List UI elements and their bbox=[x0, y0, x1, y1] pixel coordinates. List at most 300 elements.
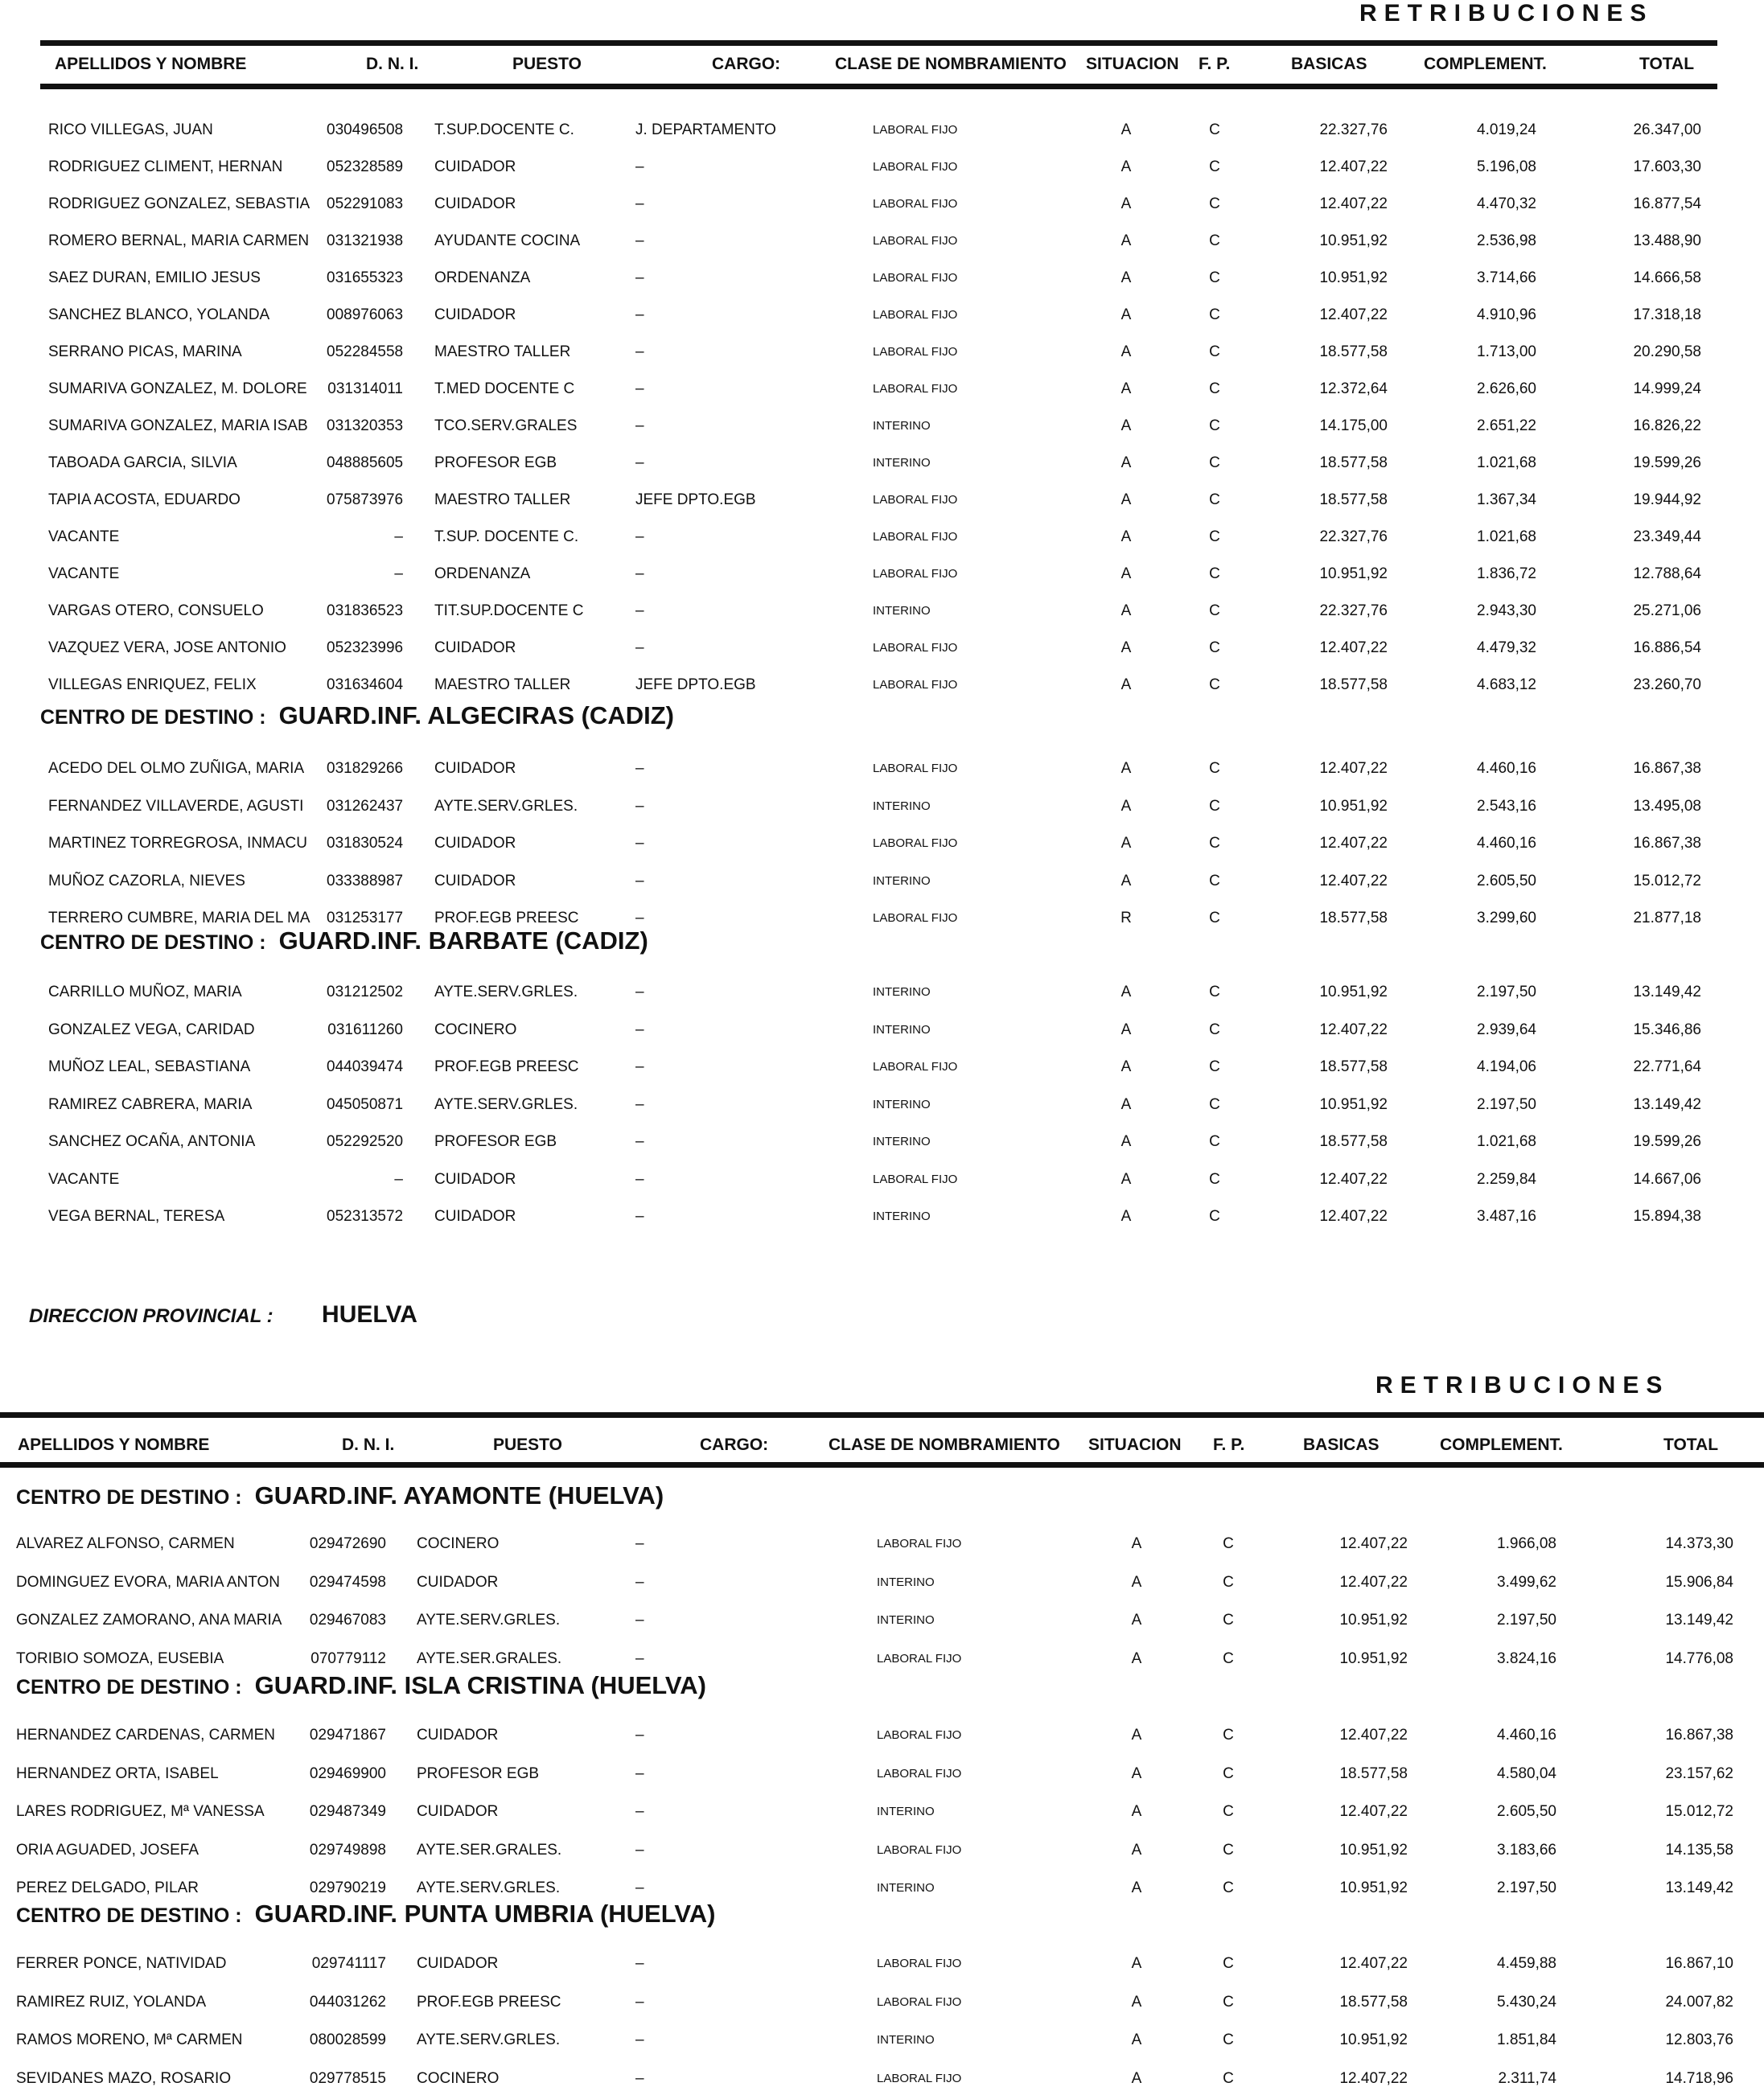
cell-clase: LABORAL FIJO bbox=[873, 345, 958, 359]
cell-apellidos: TABOADA GARCIA, SILVIA bbox=[48, 454, 237, 471]
cell-fp: C bbox=[1223, 2031, 1234, 2048]
cell-apellidos: VACANTE bbox=[48, 528, 120, 545]
cell-apellidos: SUMARIVA GONZALEZ, MARIA ISAB bbox=[48, 417, 308, 434]
cell-situacion: A bbox=[1120, 1021, 1132, 1038]
table-row bbox=[0, 1089, 1764, 1121]
cell-cargo: – bbox=[635, 872, 644, 889]
table-row bbox=[0, 1201, 1764, 1233]
cell-puesto: ORDENANZA bbox=[434, 269, 531, 286]
table-row bbox=[0, 632, 1764, 664]
table-row bbox=[0, 373, 1764, 405]
cell-situacion: A bbox=[1120, 1170, 1132, 1188]
cell-total: 15.346,86 bbox=[1633, 1021, 1701, 1038]
cell-dni: – bbox=[394, 1170, 403, 1188]
cell-dni: 052328589 bbox=[327, 158, 404, 175]
cell-fp: C bbox=[1209, 1133, 1220, 1150]
header-dni: D. N. I. bbox=[342, 1436, 395, 1454]
cell-total: 15.012,72 bbox=[1633, 872, 1701, 889]
cell-apellidos: SERRANO PICAS, MARINA bbox=[48, 343, 242, 360]
cell-puesto: PROF.EGB PREESC bbox=[434, 910, 579, 926]
cell-apellidos: VACANTE bbox=[48, 1170, 120, 1188]
cell-complement: 2.626,60 bbox=[1477, 380, 1536, 397]
cell-cargo: – bbox=[635, 528, 644, 545]
cell-cargo: – bbox=[635, 797, 644, 815]
cell-dni: – bbox=[394, 565, 403, 582]
cell-complement: 1.367,34 bbox=[1477, 491, 1536, 508]
cell-dni: 031320353 bbox=[327, 417, 404, 434]
centro-destino-label: CENTRO DE DESTINO : bbox=[40, 706, 266, 729]
cell-apellidos: FERRER PONCE, NATIVIDAD bbox=[16, 1955, 227, 1972]
table-row bbox=[0, 558, 1764, 590]
cell-fp: C bbox=[1209, 454, 1220, 471]
centro-destino-heading bbox=[40, 926, 648, 955]
cell-clase: INTERINO bbox=[873, 1097, 931, 1111]
cell-apellidos: VACANTE bbox=[48, 565, 120, 582]
cell-complement: 4.194,06 bbox=[1477, 1058, 1536, 1075]
cell-complement: 4.479,32 bbox=[1477, 639, 1536, 656]
cell-total: 17.603,30 bbox=[1633, 158, 1701, 175]
centro-destino-name: GUARD.INF. ISLA CRISTINA (HUELVA) bbox=[254, 1671, 706, 1699]
cell-fp: C bbox=[1209, 797, 1220, 815]
cell-puesto: MAESTRO TALLER bbox=[434, 676, 571, 693]
cell-basicas: 18.577,58 bbox=[1319, 676, 1388, 693]
cell-dni: 029469900 bbox=[309, 1764, 386, 1782]
cell-situacion: A bbox=[1131, 1841, 1142, 1859]
centro-destino-label: CENTRO DE DESTINO : bbox=[40, 931, 266, 954]
cell-dni: 029467083 bbox=[309, 1612, 386, 1629]
cell-cargo: – bbox=[635, 1208, 644, 1225]
cell-fp: C bbox=[1209, 676, 1220, 693]
table-row bbox=[0, 2024, 1764, 2056]
cell-clase: LABORAL FIJO bbox=[873, 1172, 958, 1186]
header-cargo: CARGO: bbox=[712, 55, 781, 73]
cell-fp: C bbox=[1209, 872, 1220, 889]
cell-basicas: 18.577,58 bbox=[1319, 491, 1388, 508]
cell-apellidos: TERRERO CUMBRE, MARIA DEL MA bbox=[48, 910, 310, 926]
cell-basicas: 12.407,22 bbox=[1319, 835, 1388, 852]
cell-basicas: 10.951,92 bbox=[1319, 565, 1388, 582]
cell-clase: LABORAL FIJO bbox=[877, 1766, 962, 1781]
cell-puesto: AYTE.SERV.GRLES. bbox=[417, 2031, 561, 2048]
cell-puesto: AYTE.SERV.GRLES. bbox=[434, 797, 578, 815]
cell-puesto: PROFESOR EGB bbox=[434, 1133, 557, 1150]
cell-puesto: CUIDADOR bbox=[434, 195, 516, 212]
cell-total: 14.776,08 bbox=[1665, 1649, 1733, 1667]
cell-situacion: A bbox=[1120, 676, 1132, 693]
cell-basicas: 12.407,22 bbox=[1339, 1955, 1408, 1972]
table-row bbox=[0, 1986, 1764, 2019]
cell-dni: 080028599 bbox=[309, 2031, 386, 2048]
cell-situacion: A bbox=[1120, 195, 1132, 212]
cell-complement: 3.499,62 bbox=[1497, 1573, 1556, 1591]
cell-total: 12.803,76 bbox=[1665, 2031, 1733, 2048]
cell-fp: C bbox=[1209, 417, 1220, 434]
cell-basicas: 12.407,22 bbox=[1319, 1021, 1388, 1038]
cell-fp: C bbox=[1209, 984, 1220, 1000]
cell-dni: 029749898 bbox=[309, 1841, 386, 1859]
cell-basicas: 12.407,22 bbox=[1319, 1170, 1388, 1188]
cell-cargo: – bbox=[635, 1058, 644, 1075]
cell-clase: INTERINO bbox=[873, 799, 931, 813]
cell-basicas: 10.951,92 bbox=[1319, 269, 1388, 286]
cell-fp: C bbox=[1209, 491, 1220, 508]
cell-puesto: PROFESOR EGB bbox=[434, 454, 557, 471]
direccion-provincial-label: DIRECCION PROVINCIAL : bbox=[29, 1305, 273, 1327]
cell-total: 16.826,22 bbox=[1633, 417, 1701, 434]
cell-fp: C bbox=[1209, 602, 1220, 619]
cell-apellidos: SEVIDANES MAZO, ROSARIO bbox=[16, 2069, 232, 2087]
cell-cargo: – bbox=[635, 1612, 644, 1629]
cell-basicas: 12.407,22 bbox=[1339, 2069, 1408, 2087]
cell-situacion: A bbox=[1131, 1612, 1142, 1629]
cell-complement: 2.197,50 bbox=[1477, 1095, 1536, 1113]
cell-basicas: 10.951,92 bbox=[1319, 797, 1388, 815]
cell-complement: 2.651,22 bbox=[1477, 417, 1536, 434]
table-row bbox=[0, 1834, 1764, 1867]
cell-cargo: – bbox=[635, 195, 644, 212]
table-row bbox=[0, 336, 1764, 368]
cell-puesto: CUIDADOR bbox=[434, 1170, 516, 1188]
table-row bbox=[0, 1758, 1764, 1790]
cell-apellidos: ROMERO BERNAL, MARIA CARMEN bbox=[48, 232, 310, 249]
table-row bbox=[0, 299, 1764, 331]
cell-situacion: A bbox=[1131, 1955, 1142, 1972]
cell-clase: LABORAL FIJO bbox=[873, 271, 958, 285]
cell-complement: 4.580,04 bbox=[1497, 1764, 1556, 1782]
cell-complement: 1.713,00 bbox=[1477, 343, 1536, 360]
cell-clase: LABORAL FIJO bbox=[873, 911, 958, 925]
cell-basicas: 10.951,92 bbox=[1319, 232, 1388, 249]
cell-fp: C bbox=[1209, 121, 1220, 138]
cell-situacion: R bbox=[1120, 910, 1132, 926]
cell-apellidos: LARES RODRIGUEZ, Mª VANESSA bbox=[16, 1803, 265, 1820]
cell-total: 16.867,38 bbox=[1633, 760, 1701, 777]
cell-dni: – bbox=[394, 528, 403, 545]
cell-complement: 4.460,16 bbox=[1477, 760, 1536, 777]
cell-complement: 2.605,50 bbox=[1477, 872, 1536, 889]
centro-destino-name: GUARD.INF. ALGECIRAS (CADIZ) bbox=[278, 701, 674, 729]
cell-complement: 3.714,66 bbox=[1477, 269, 1536, 286]
cell-basicas: 10.951,92 bbox=[1339, 2031, 1408, 2048]
cell-dni: 031321938 bbox=[327, 232, 404, 249]
cell-complement: 1.021,68 bbox=[1477, 1133, 1536, 1150]
cell-total: 19.599,26 bbox=[1633, 1133, 1701, 1150]
cell-fp: C bbox=[1209, 158, 1220, 175]
cell-clase: INTERINO bbox=[877, 2033, 935, 2047]
cell-clase: LABORAL FIJO bbox=[873, 382, 958, 396]
cell-complement: 4.460,16 bbox=[1477, 835, 1536, 852]
cell-situacion: A bbox=[1120, 760, 1132, 777]
cell-dni: 045050871 bbox=[327, 1095, 404, 1113]
cell-complement: 2.197,50 bbox=[1497, 1879, 1556, 1896]
cell-apellidos: SUMARIVA GONZALEZ, M. DOLORE bbox=[48, 380, 307, 397]
cell-clase: INTERINO bbox=[873, 873, 931, 888]
cell-apellidos: DOMINGUEZ EVORA, MARIA ANTON bbox=[16, 1573, 280, 1591]
cell-fp: C bbox=[1209, 343, 1220, 360]
cell-complement: 3.183,66 bbox=[1497, 1841, 1556, 1859]
cell-total: 21.877,18 bbox=[1633, 910, 1701, 926]
cell-situacion: A bbox=[1131, 1535, 1142, 1552]
cell-apellidos: RODRIGUEZ CLIMENT, HERNAN bbox=[48, 158, 283, 175]
cell-fp: C bbox=[1223, 1612, 1234, 1629]
cell-puesto: T.SUP. DOCENTE C. bbox=[434, 528, 579, 545]
cell-puesto: AYTE.SERV.GRLES. bbox=[417, 1612, 561, 1629]
cell-basicas: 18.577,58 bbox=[1339, 1764, 1408, 1782]
cell-total: 24.007,82 bbox=[1665, 1993, 1733, 2011]
cell-dni: 031262437 bbox=[327, 797, 404, 815]
cell-puesto: CUIDADOR bbox=[434, 760, 516, 777]
cell-fp: C bbox=[1209, 565, 1220, 582]
cell-puesto: COCINERO bbox=[417, 2069, 500, 2087]
cell-dni: 029474598 bbox=[309, 1573, 386, 1591]
cell-clase: LABORAL FIJO bbox=[873, 762, 958, 775]
cell-puesto: MAESTRO TALLER bbox=[434, 343, 571, 360]
centro-destino-name: GUARD.INF. AYAMONTE (HUELVA) bbox=[254, 1481, 664, 1510]
header-dni: D. N. I. bbox=[366, 55, 419, 73]
cell-fp: C bbox=[1209, 1170, 1220, 1188]
cell-dni: 029487349 bbox=[309, 1803, 386, 1820]
cell-puesto: AYTE.SERV.GRLES. bbox=[434, 984, 578, 1000]
cell-cargo: – bbox=[635, 1764, 644, 1782]
cell-clase: INTERINO bbox=[877, 1881, 935, 1895]
cell-complement: 2.311,74 bbox=[1498, 2069, 1556, 2087]
cell-cargo: – bbox=[635, 1535, 644, 1552]
cell-apellidos: GONZALEZ ZAMORANO, ANA MARIA bbox=[16, 1612, 282, 1629]
cell-dni: 075873976 bbox=[327, 491, 404, 508]
table-row bbox=[0, 1164, 1764, 1196]
cell-apellidos: VILLEGAS ENRIQUEZ, FELIX bbox=[48, 676, 257, 693]
cell-apellidos: SANCHEZ OCAÑA, ANTONIA bbox=[48, 1133, 256, 1150]
cell-fp: C bbox=[1209, 1208, 1220, 1225]
cell-total: 22.771,64 bbox=[1633, 1058, 1701, 1075]
cell-basicas: 12.407,22 bbox=[1339, 1535, 1408, 1552]
cell-dni: 031836523 bbox=[327, 602, 404, 619]
header-puesto: PUESTO bbox=[512, 55, 582, 73]
cell-dni: 048885605 bbox=[327, 454, 404, 471]
cell-situacion: A bbox=[1131, 1803, 1142, 1820]
cell-apellidos: VEGA BERNAL, TERESA bbox=[48, 1208, 225, 1225]
cell-basicas: 12.407,22 bbox=[1339, 1727, 1408, 1744]
cell-puesto: AYTE.SERV.GRLES. bbox=[434, 1095, 578, 1113]
cell-basicas: 18.577,58 bbox=[1319, 1133, 1388, 1150]
header-rule-top-2 bbox=[0, 1412, 1764, 1418]
cell-fp: C bbox=[1209, 232, 1220, 249]
cell-situacion: A bbox=[1131, 1879, 1142, 1896]
cell-cargo: – bbox=[635, 1133, 644, 1150]
centro-destino-label: CENTRO DE DESTINO : bbox=[16, 1676, 242, 1699]
cell-total: 19.599,26 bbox=[1633, 454, 1701, 471]
cell-cargo: – bbox=[635, 1879, 644, 1896]
cell-apellidos: RAMIREZ CABRERA, MARIA bbox=[48, 1095, 253, 1113]
cell-basicas: 22.327,76 bbox=[1319, 121, 1388, 138]
cell-complement: 2.543,16 bbox=[1477, 797, 1536, 815]
cell-clase: LABORAL FIJO bbox=[877, 1842, 962, 1857]
cell-situacion: A bbox=[1120, 528, 1132, 545]
cell-apellidos: PEREZ DELGADO, PILAR bbox=[16, 1879, 199, 1896]
table-row bbox=[0, 753, 1764, 785]
cell-puesto: PROF.EGB PREESC bbox=[434, 1058, 579, 1075]
cell-cargo: – bbox=[635, 2069, 644, 2087]
cell-dni: 044039474 bbox=[327, 1058, 404, 1075]
cell-situacion: A bbox=[1120, 602, 1132, 619]
cell-clase: LABORAL FIJO bbox=[873, 836, 958, 850]
cell-situacion: A bbox=[1120, 269, 1132, 286]
cell-puesto: CUIDADOR bbox=[434, 639, 516, 656]
cell-basicas: 12.372,64 bbox=[1319, 380, 1388, 397]
cell-apellidos: HERNANDEZ CARDENAS, CARMEN bbox=[16, 1727, 275, 1744]
cell-puesto: ORDENANZA bbox=[434, 565, 531, 582]
cell-dni: 052291083 bbox=[327, 195, 404, 212]
cell-dni: 029472690 bbox=[309, 1535, 386, 1552]
cell-fp: C bbox=[1209, 1058, 1220, 1075]
cell-cargo: – bbox=[635, 1955, 644, 1972]
cell-cargo: – bbox=[635, 232, 644, 249]
cell-puesto: CUIDADOR bbox=[417, 1803, 499, 1820]
cell-fp: C bbox=[1209, 269, 1220, 286]
table-row bbox=[0, 1948, 1764, 1980]
cell-situacion: A bbox=[1131, 2069, 1142, 2087]
header-cargo: CARGO: bbox=[700, 1436, 769, 1454]
cell-fp: C bbox=[1223, 1993, 1234, 2011]
cell-complement: 2.939,64 bbox=[1477, 1021, 1536, 1038]
header-clase: CLASE DE NOMBRAMIENTO bbox=[835, 55, 1067, 73]
cell-situacion: A bbox=[1120, 872, 1132, 889]
cell-fp: C bbox=[1223, 1649, 1234, 1667]
centro-destino-name: GUARD.INF. PUNTA UMBRIA (HUELVA) bbox=[254, 1900, 716, 1928]
cell-complement: 4.459,88 bbox=[1497, 1955, 1556, 1972]
cell-fp: C bbox=[1209, 528, 1220, 545]
table-row bbox=[0, 188, 1764, 220]
cell-total: 13.495,08 bbox=[1633, 797, 1701, 815]
cell-situacion: A bbox=[1120, 1095, 1132, 1113]
table-row bbox=[0, 1014, 1764, 1046]
cell-complement: 2.943,30 bbox=[1477, 602, 1536, 619]
cell-fp: C bbox=[1223, 2069, 1234, 2087]
table-row bbox=[0, 1567, 1764, 1599]
cell-basicas: 10.951,92 bbox=[1339, 1841, 1408, 1859]
cell-clase: LABORAL FIJO bbox=[877, 1728, 962, 1742]
cell-dni: 031655323 bbox=[327, 269, 404, 286]
table-row bbox=[0, 262, 1764, 294]
cell-cargo: – bbox=[635, 1993, 644, 2011]
cell-clase: INTERINO bbox=[873, 1210, 931, 1223]
cell-fp: C bbox=[1209, 1021, 1220, 1038]
cell-situacion: A bbox=[1120, 639, 1132, 656]
cell-dni: 033388987 bbox=[327, 872, 404, 889]
cell-apellidos: MUÑOZ LEAL, SEBASTIANA bbox=[48, 1058, 251, 1075]
header-basicas: BASICAS bbox=[1303, 1436, 1380, 1454]
centro-destino-name: GUARD.INF. BARBATE (CADIZ) bbox=[278, 926, 648, 955]
cell-puesto: T.MED DOCENTE C bbox=[434, 380, 575, 397]
cell-dni: 052292520 bbox=[327, 1133, 404, 1150]
cell-basicas: 18.577,58 bbox=[1319, 910, 1388, 926]
cell-cargo: – bbox=[635, 1727, 644, 1744]
cell-complement: 2.259,84 bbox=[1477, 1170, 1536, 1188]
cell-complement: 1.021,68 bbox=[1477, 454, 1536, 471]
cell-basicas: 12.407,22 bbox=[1319, 760, 1388, 777]
cell-total: 14.373,30 bbox=[1665, 1535, 1733, 1552]
cell-apellidos: VAZQUEZ VERA, JOSE ANTONIO bbox=[48, 639, 286, 656]
cell-cargo: – bbox=[635, 269, 644, 286]
cell-situacion: A bbox=[1131, 2031, 1142, 2048]
cell-apellidos: CARRILLO MUÑOZ, MARIA bbox=[48, 984, 242, 1000]
cell-clase: INTERINO bbox=[877, 1613, 935, 1627]
cell-cargo: – bbox=[635, 910, 644, 926]
cell-situacion: A bbox=[1120, 158, 1132, 175]
cell-total: 16.877,54 bbox=[1633, 195, 1701, 212]
cell-complement: 2.536,98 bbox=[1477, 232, 1536, 249]
cell-dni: 052284558 bbox=[327, 343, 404, 360]
cell-situacion: A bbox=[1120, 343, 1132, 360]
cell-basicas: 12.407,22 bbox=[1319, 639, 1388, 656]
cell-situacion: A bbox=[1131, 1993, 1142, 2011]
cell-situacion: A bbox=[1131, 1649, 1142, 1667]
cell-puesto: AYTE.SERV.GRLES. bbox=[417, 1879, 561, 1896]
cell-total: 13.149,42 bbox=[1633, 1095, 1701, 1113]
centro-destino-heading bbox=[16, 1481, 664, 1510]
cell-complement: 3.487,16 bbox=[1477, 1208, 1536, 1225]
direccion-provincial-value: HUELVA bbox=[322, 1301, 417, 1328]
cell-fp: C bbox=[1223, 1573, 1234, 1591]
cell-cargo: – bbox=[635, 1573, 644, 1591]
table-row bbox=[0, 114, 1764, 146]
table-row bbox=[0, 484, 1764, 516]
table-row bbox=[0, 447, 1764, 479]
cell-dni: 052323996 bbox=[327, 639, 404, 656]
header-apellidos: APELLIDOS Y NOMBRE bbox=[55, 55, 247, 73]
cell-fp: C bbox=[1223, 1841, 1234, 1859]
cell-fp: C bbox=[1209, 195, 1220, 212]
cell-apellidos: RAMOS MORENO, Mª CARMEN bbox=[16, 2031, 243, 2048]
cell-situacion: A bbox=[1131, 1573, 1142, 1591]
cell-cargo: – bbox=[635, 1649, 644, 1667]
cell-dni: 029790219 bbox=[309, 1879, 386, 1896]
cell-basicas: 22.327,76 bbox=[1319, 602, 1388, 619]
cell-apellidos: TORIBIO SOMOZA, EUSEBIA bbox=[16, 1649, 224, 1667]
cell-apellidos: GONZALEZ VEGA, CARIDAD bbox=[48, 1021, 255, 1038]
cell-basicas: 10.951,92 bbox=[1339, 1612, 1408, 1629]
cell-dni: 070779112 bbox=[310, 1649, 386, 1667]
cell-apellidos: SAEZ DURAN, EMILIO JESUS bbox=[48, 269, 261, 286]
cell-apellidos: RODRIGUEZ GONZALEZ, SEBASTIA bbox=[48, 195, 310, 212]
header-situacion: SITUACION bbox=[1086, 55, 1179, 73]
cell-cargo: – bbox=[635, 158, 644, 175]
cell-cargo: – bbox=[635, 417, 644, 434]
table-row bbox=[0, 1126, 1764, 1158]
cell-complement: 2.197,50 bbox=[1497, 1612, 1556, 1629]
cell-total: 15.894,38 bbox=[1633, 1208, 1701, 1225]
cell-basicas: 10.951,92 bbox=[1339, 1879, 1408, 1896]
cell-total: 16.867,10 bbox=[1665, 1955, 1733, 1972]
cell-total: 20.290,58 bbox=[1633, 343, 1701, 360]
cell-cargo: – bbox=[635, 1021, 644, 1038]
cell-cargo: – bbox=[635, 835, 644, 852]
header-fp: F. P. bbox=[1213, 1436, 1245, 1454]
cell-apellidos: ORIA AGUADED, JOSEFA bbox=[16, 1841, 199, 1859]
cell-apellidos: HERNANDEZ ORTA, ISABEL bbox=[16, 1764, 219, 1782]
cell-complement: 3.824,16 bbox=[1497, 1649, 1556, 1667]
cell-clase: INTERINO bbox=[873, 985, 931, 999]
cell-clase: LABORAL FIJO bbox=[873, 234, 958, 248]
cell-total: 15.906,84 bbox=[1665, 1573, 1733, 1591]
cell-dni: 031611260 bbox=[327, 1021, 403, 1038]
cell-cargo: – bbox=[635, 760, 644, 777]
cell-basicas: 14.175,00 bbox=[1319, 417, 1388, 434]
cell-situacion: A bbox=[1131, 1764, 1142, 1782]
cell-cargo: – bbox=[635, 639, 644, 656]
table-row bbox=[0, 225, 1764, 257]
header-complement: COMPLEMENT. bbox=[1440, 1436, 1563, 1454]
